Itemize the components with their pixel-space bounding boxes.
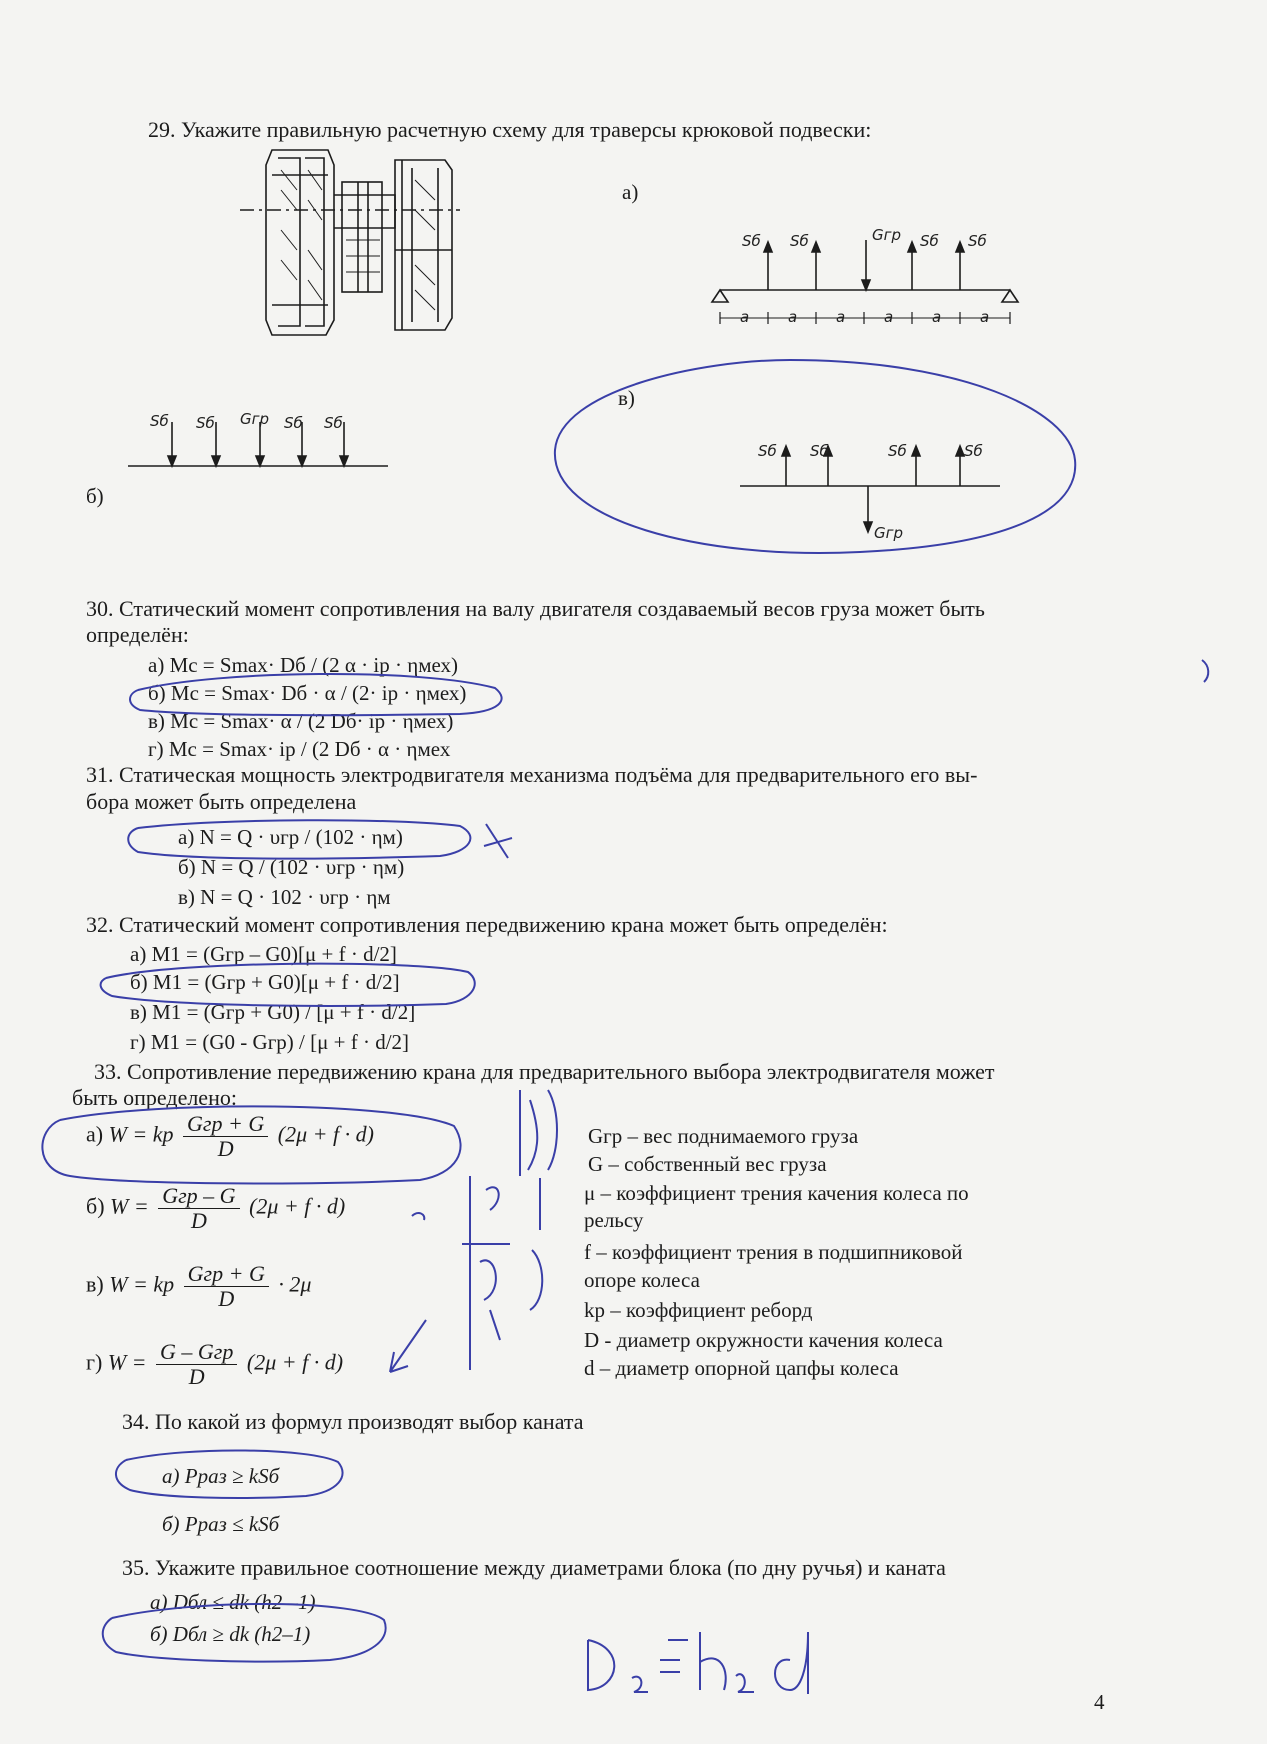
formula-tail: (2μ + f · d) (249, 1193, 346, 1219)
denominator: D (188, 1364, 205, 1389)
legend-line: D - диаметр окружности качения колеса (584, 1328, 943, 1352)
arrow-mark (412, 1213, 424, 1220)
formula-tail: · 2μ (278, 1271, 312, 1297)
denominator: D (218, 1286, 235, 1311)
q31-option-v[interactable]: в) N = Q · 102 · υгр · ηм (178, 885, 391, 909)
q30-option-g[interactable]: г) Mс = Smax· iр / (2 Dб · α · ηмех (148, 737, 451, 761)
denominator: D (190, 1208, 207, 1233)
formula-tail: (2μ + f · d) (246, 1349, 344, 1375)
q29-option-a-label[interactable]: а) (622, 180, 639, 204)
q32-title: 32. Статический момент сопротивления передвижению крана может быть определён: (86, 912, 888, 937)
q32-option-v[interactable]: в) M1 = (Gгр + G0) / [μ + f · d/2] (130, 1000, 416, 1024)
q31-title-line2: бора может быть определена (86, 789, 357, 814)
load-label: Sб (758, 442, 777, 460)
load-label: Sб (196, 414, 215, 432)
load-label: Sб (742, 232, 761, 250)
circle-mark (555, 360, 1075, 553)
span-label: a (788, 308, 798, 326)
q32-option-a[interactable]: а) M1 = (Gгр – G0)[μ + f · d/2] (130, 942, 397, 966)
load-label: Sб (284, 414, 303, 432)
edge-mark (1202, 660, 1208, 682)
load-label: Gгр (874, 524, 904, 542)
q29-title: 29. Укажите правильную расчетную схему для траверсы крюковой подвески: (148, 117, 872, 142)
handwritten-formula (588, 1632, 808, 1694)
formula-tail: (2μ + f · d) (277, 1121, 374, 1147)
option-label: в) (86, 1271, 104, 1297)
circle-mark (103, 1604, 386, 1662)
numerator: Gгр + G (184, 1262, 269, 1287)
load-label: Sб (150, 412, 169, 430)
q34-option-b[interactable]: б) Pраз ≤ kSб (162, 1512, 280, 1536)
page-number: 4 (1094, 1690, 1105, 1714)
formula-lhs: W = (110, 1193, 149, 1219)
circle-mark (130, 674, 502, 715)
q35-option-b[interactable]: б) Dбл ≥ dk (h2–1) (150, 1622, 311, 1646)
q35-title: 35. Укажите правильное соотношение между диаметрами блока (по дну ручья) и каната (122, 1555, 946, 1580)
q31-title-line1: 31. Статическая мощность электродвигателя механизма подъёма для предварительного его вы- (86, 762, 978, 787)
legend-line: рельсу (584, 1208, 644, 1232)
circle-mark (128, 820, 470, 858)
span-label: a (740, 308, 750, 326)
q29-option-b-label[interactable]: б) (86, 484, 104, 508)
cross-mark (484, 824, 512, 858)
legend-line: Gгр – вес поднимаемого груза (588, 1124, 859, 1148)
circle-mark (101, 964, 475, 1006)
q31-option-a[interactable]: а) N = Q · υгр / (102 · ηм) (178, 825, 403, 849)
q34-option-a[interactable]: а) Pраз ≥ kSб (162, 1464, 280, 1488)
numerator: Gгр – G (158, 1184, 239, 1209)
circle-mark (42, 1106, 460, 1183)
load-label: Sб (790, 232, 809, 250)
option-label: г) (86, 1349, 103, 1375)
legend-line: G – собственный вес груза (588, 1152, 827, 1176)
span-label: a (836, 308, 846, 326)
arrow-mark (390, 1320, 426, 1372)
formula-lhs: W = kp (109, 1271, 175, 1297)
load-label: Sб (810, 442, 829, 460)
span-label: a (980, 308, 990, 326)
numerator: G – Gгр (156, 1340, 237, 1365)
formula-lhs: W = (107, 1349, 147, 1375)
q30-option-v[interactable]: в) Mс = Smax· α / (2 Dб· iр · ηмех) (148, 709, 454, 733)
q33-title-line2: быть определено: (72, 1085, 237, 1110)
circle-mark (116, 1450, 343, 1498)
q30-title-line1: 30. Статический момент сопротивления на валу двигателя создаваемый весов груза может быть (86, 596, 985, 621)
q31-option-b[interactable]: б) N = Q / (102 · υгр · ηм) (178, 855, 405, 879)
legend-line: f – коэффициент трения в подшипниковой (584, 1240, 963, 1264)
handwritten-formula (462, 1090, 557, 1370)
q32-option-b[interactable]: б) M1 = (Gгр + G0)[μ + f · d/2] (130, 970, 400, 994)
legend-line: μ – коэффициент трения качения колеса по (584, 1181, 969, 1205)
load-label: Gгр (872, 226, 902, 244)
legend-line: опоре колеса (584, 1268, 700, 1292)
q34-title: 34. По какой из формул производят выбор каната (122, 1409, 584, 1434)
formula-lhs: W = kp (108, 1121, 174, 1147)
load-label: Sб (324, 414, 343, 432)
q35-option-a[interactable]: а) Dбл ≤ dk (h2 –1) (150, 1590, 316, 1614)
span-label: a (884, 308, 894, 326)
q33-title-line1: 33. Сопротивление передвижению крана для предварительного выбора электродвигателя может (94, 1059, 995, 1084)
legend-line: kр – коэффициент реборд (584, 1298, 813, 1322)
load-label: Sб (968, 232, 987, 250)
q32-option-g[interactable]: г) M1 = (G0 - Gгр) / [μ + f · d/2] (130, 1030, 410, 1054)
span-label: a (932, 308, 942, 326)
q30-title-line2: определён: (86, 622, 189, 647)
load-label: Sб (888, 442, 907, 460)
option-label: а) (86, 1121, 104, 1147)
q30-option-b[interactable]: б) Mс = Smax· Dб · α / (2· iр · ηмех) (148, 681, 467, 705)
load-label: Gгр (240, 410, 270, 428)
numerator: Gгр + G (183, 1112, 268, 1137)
load-label: Sб (920, 232, 939, 250)
denominator: D (217, 1136, 234, 1161)
q29-option-v-label[interactable]: в) (618, 386, 635, 410)
legend-line: d – диаметр опорной цапфы колеса (584, 1356, 899, 1380)
option-label: б) (86, 1193, 105, 1219)
q30-option-a[interactable]: а) Mс = Smax· Dб / (2 α · iр · ηмех) (148, 653, 459, 677)
load-label: Sб (964, 442, 983, 460)
